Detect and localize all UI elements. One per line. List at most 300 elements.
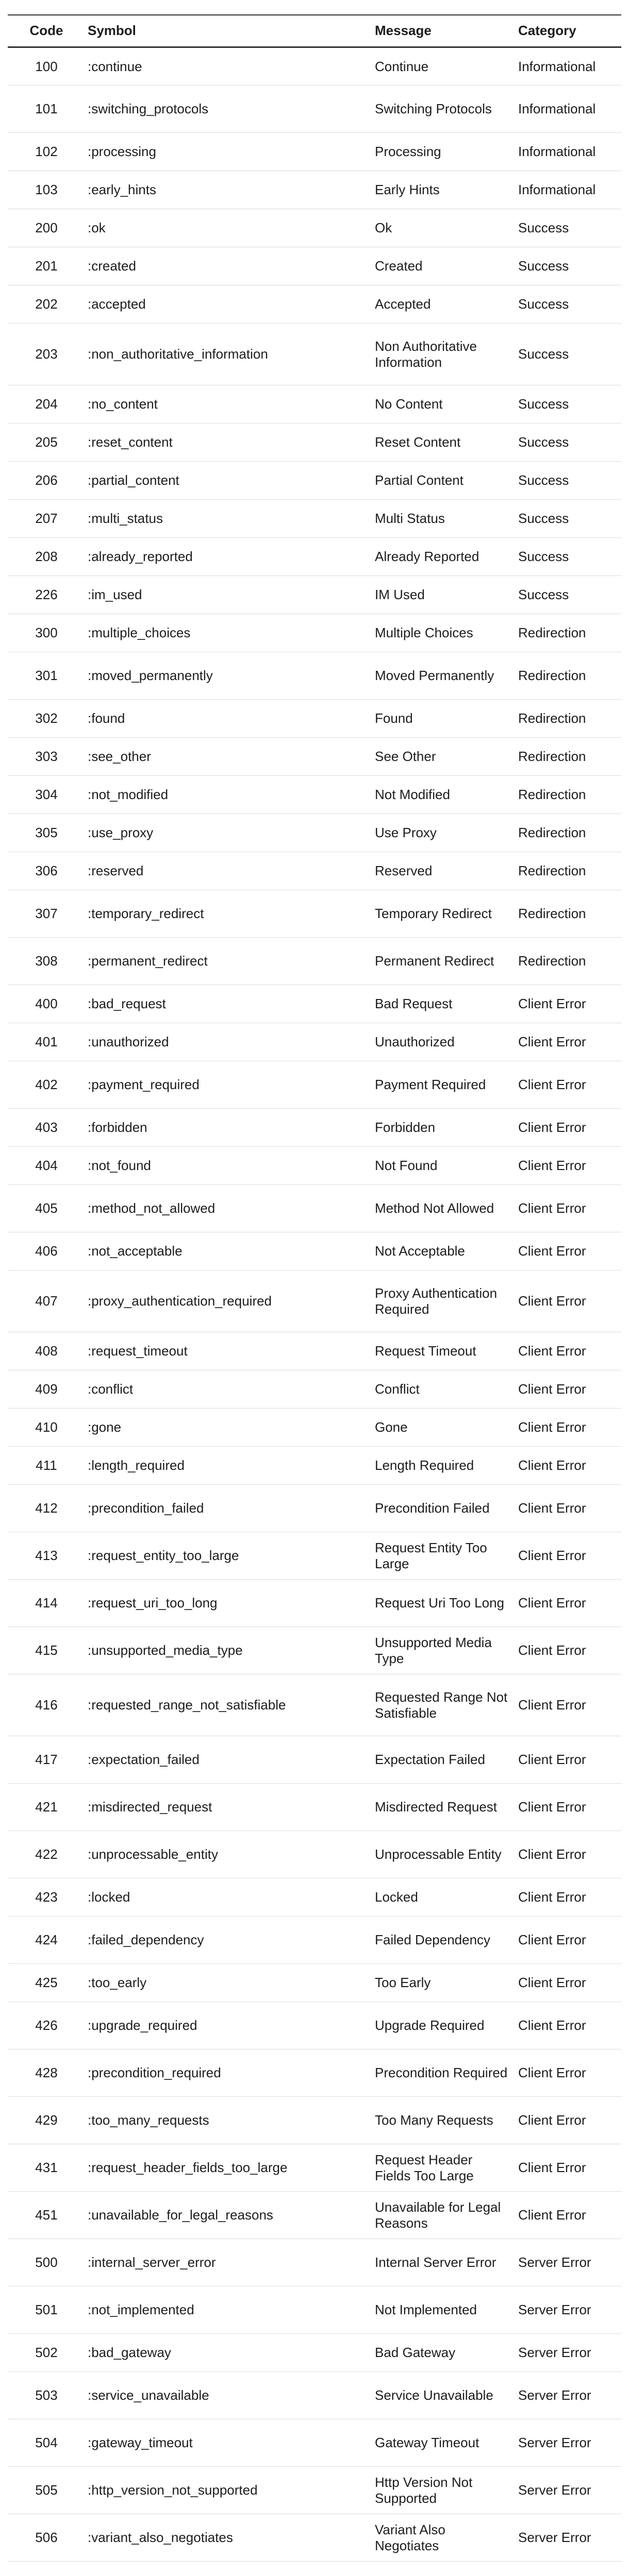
cell-message: Partial Content <box>375 462 518 500</box>
cell-message: Requested Range Not Satisfiable <box>375 1674 518 1736</box>
cell-category: Success <box>518 423 621 462</box>
cell-code: 414 <box>8 1580 85 1627</box>
cell-message: Bad Gateway <box>375 2334 518 2372</box>
cell-symbol: :not_found <box>85 1147 375 1185</box>
cell-message: No Content <box>375 385 518 423</box>
cell-category: Client Error <box>518 1370 621 1409</box>
cell-message: Unprocessable Entity <box>375 1831 518 1878</box>
cell-message: Request Uri Too Long <box>375 1580 518 1627</box>
cell-message: Service Unavailable <box>375 2372 518 2419</box>
cell-message: Use Proxy <box>375 814 518 852</box>
cell-symbol: :non_authoritative_information <box>85 324 375 385</box>
table-row <box>8 1674 621 1736</box>
cell-category: Success <box>518 538 621 576</box>
cell-code: 506 <box>8 2514 85 2562</box>
cell-category: Server Error <box>518 2334 621 2372</box>
table-row <box>8 1485 621 1532</box>
cell-code: 431 <box>8 2144 85 2192</box>
cell-category: Server Error <box>518 2419 621 2467</box>
cell-code: 226 <box>8 576 85 614</box>
cell-code: 423 <box>8 1878 85 1917</box>
table-row <box>8 700 621 738</box>
table-row <box>8 576 621 614</box>
header-symbol[interactable]: Symbol <box>85 14 375 47</box>
cell-category: Server Error <box>518 2514 621 2562</box>
cell-symbol: :found <box>85 700 375 738</box>
table-row <box>8 852 621 890</box>
cell-category: Client Error <box>518 1580 621 1627</box>
cell-message: Payment Required <box>375 1061 518 1109</box>
table-row <box>8 1109 621 1147</box>
cell-code: 413 <box>8 1532 85 1580</box>
cell-category: Redirection <box>518 776 621 814</box>
table-row <box>8 2334 621 2372</box>
cell-symbol: :bad_request <box>85 985 375 1023</box>
table-row <box>8 1232 621 1270</box>
cell-category: Client Error <box>518 1532 621 1580</box>
cell-message: Conflict <box>375 1370 518 1409</box>
cell-category: Client Error <box>518 1917 621 1964</box>
cell-category: Success <box>518 324 621 385</box>
cell-symbol: :forbidden <box>85 1109 375 1147</box>
table-row <box>8 2239 621 2286</box>
cell-message: Continue <box>375 47 518 86</box>
cell-symbol: :continue <box>85 47 375 86</box>
cell-message: Multiple Choices <box>375 614 518 652</box>
cell-code: 417 <box>8 1736 85 1784</box>
cell-category: Client Error <box>518 1185 621 1232</box>
cell-code: 451 <box>8 2192 85 2239</box>
cell-symbol: :length_required <box>85 1447 375 1485</box>
cell-symbol: :multi_status <box>85 500 375 538</box>
cell-code: 411 <box>8 1447 85 1485</box>
cell-symbol: :precondition_required <box>85 2049 375 2097</box>
table-row <box>8 2419 621 2467</box>
cell-code: 410 <box>8 1409 85 1447</box>
cell-category: Success <box>518 209 621 247</box>
table-row <box>8 1878 621 1917</box>
cell-code: 100 <box>8 47 85 86</box>
cell-category: Client Error <box>518 1784 621 1831</box>
cell-symbol: :processing <box>85 133 375 171</box>
cell-code: 101 <box>8 86 85 133</box>
cell-category: Client Error <box>518 1627 621 1674</box>
cell-category: Client Error <box>518 1485 621 1532</box>
cell-message: Precondition Failed <box>375 1485 518 1532</box>
cell-category: Server Error <box>518 2239 621 2286</box>
cell-category: Client Error <box>518 2002 621 2049</box>
cell-code: 403 <box>8 1109 85 1147</box>
table-row <box>8 1627 621 1674</box>
table-row <box>8 247 621 285</box>
cell-message: Reserved <box>375 852 518 890</box>
cell-symbol: :permanent_redirect <box>85 938 375 985</box>
table-body <box>8 47 621 2576</box>
cell-category: Client Error <box>518 2192 621 2239</box>
cell-code: 502 <box>8 2334 85 2372</box>
cell-symbol: :ok <box>85 209 375 247</box>
cell-code: 504 <box>8 2419 85 2467</box>
cell-symbol: :im_used <box>85 576 375 614</box>
cell-symbol: :request_timeout <box>85 1332 375 1370</box>
cell-symbol: :not_modified <box>85 776 375 814</box>
cell-code: 304 <box>8 776 85 814</box>
table-row <box>8 2467 621 2514</box>
cell-category: Informational <box>518 86 621 133</box>
cell-message: Non Authoritative Information <box>375 324 518 385</box>
cell-category: Redirection <box>518 852 621 890</box>
table-row <box>8 171 621 209</box>
table-header <box>8 14 621 47</box>
cell-symbol: :payment_required <box>85 1061 375 1109</box>
cell-message: Upgrade Required <box>375 2002 518 2049</box>
cell-message: Length Required <box>375 1447 518 1485</box>
cell-category: Success <box>518 247 621 285</box>
cell-category: Client Error <box>518 2049 621 2097</box>
cell-code: 405 <box>8 1185 85 1232</box>
cell-category: Client Error <box>518 1232 621 1270</box>
table-row <box>8 890 621 938</box>
cell-symbol: :request_entity_too_large <box>85 1532 375 1580</box>
cell-code: 408 <box>8 1332 85 1370</box>
cell-symbol: :upgrade_required <box>85 2002 375 2049</box>
cell-symbol: :multiple_choices <box>85 614 375 652</box>
cell-category: Client Error <box>518 1878 621 1917</box>
cell-symbol: :no_content <box>85 385 375 423</box>
cell-category: Server Error <box>518 2372 621 2419</box>
cell-code: 203 <box>8 324 85 385</box>
cell-message: Request Timeout <box>375 1332 518 1370</box>
cell-category: Client Error <box>518 1109 621 1147</box>
cell-symbol: :moved_permanently <box>85 652 375 700</box>
header-message[interactable]: Message <box>375 14 518 47</box>
cell-code: 400 <box>8 985 85 1023</box>
table-row <box>8 2144 621 2192</box>
cell-category: Server Error <box>518 2286 621 2334</box>
cell-symbol: :gateway_timeout <box>85 2419 375 2467</box>
table-row <box>8 1370 621 1409</box>
cell-message: Proxy Authentication Required <box>375 1270 518 1332</box>
cell-message: Permanent Redirect <box>375 938 518 985</box>
cell-category: Client Error <box>518 1270 621 1332</box>
cell-code: 308 <box>8 938 85 985</box>
table-row <box>8 2192 621 2239</box>
cell-message: Expectation Failed <box>375 1736 518 1784</box>
cell-category: Server Error <box>518 2467 621 2514</box>
table-row <box>8 1784 621 1831</box>
cell-symbol: :early_hints <box>85 171 375 209</box>
cell-symbol: :too_early <box>85 1964 375 2002</box>
cell-symbol: :switching_protocols <box>85 86 375 133</box>
cell-code: 202 <box>8 285 85 324</box>
cell-message: Not Found <box>375 1147 518 1185</box>
cell-message: Too Early <box>375 1964 518 2002</box>
cell-symbol: :misdirected_request <box>85 1784 375 1831</box>
table-row <box>8 652 621 700</box>
table-row <box>8 2562 621 2576</box>
cell-category: Client Error <box>518 1736 621 1784</box>
table-row <box>8 2049 621 2097</box>
cell-symbol: :partial_content <box>85 462 375 500</box>
table-row <box>8 1332 621 1370</box>
table-row <box>8 614 621 652</box>
cell-message <box>375 2562 518 2576</box>
table-row <box>8 133 621 171</box>
table-row <box>8 86 621 133</box>
table-row <box>8 2372 621 2419</box>
table-row <box>8 1447 621 1485</box>
status-code-table-container <box>8 14 621 2576</box>
cell-message: Too Many Requests <box>375 2097 518 2144</box>
cell-code: 501 <box>8 2286 85 2334</box>
cell-category: Redirection <box>518 700 621 738</box>
cell-message: Gone <box>375 1409 518 1447</box>
cell-symbol: :already_reported <box>85 538 375 576</box>
cell-message: Variant Also Negotiates <box>375 2514 518 2562</box>
cell-symbol: :method_not_allowed <box>85 1185 375 1232</box>
cell-message: See Other <box>375 738 518 776</box>
table-row <box>8 1147 621 1185</box>
cell-symbol: :unauthorized <box>85 1023 375 1061</box>
table-row <box>8 209 621 247</box>
cell-code: 103 <box>8 171 85 209</box>
cell-category: Redirection <box>518 890 621 938</box>
cell-message: Switching Protocols <box>375 86 518 133</box>
cell-message: IM Used <box>375 576 518 614</box>
cell-code: 205 <box>8 423 85 462</box>
cell-category <box>518 2562 621 2576</box>
cell-category: Client Error <box>518 985 621 1023</box>
cell-message: Unauthorized <box>375 1023 518 1061</box>
cell-category: Success <box>518 462 621 500</box>
table-row <box>8 2097 621 2144</box>
table-row <box>8 814 621 852</box>
cell-code: 407 <box>8 1270 85 1332</box>
cell-category: Client Error <box>518 1147 621 1185</box>
cell-message: Internal Server Error <box>375 2239 518 2286</box>
cell-symbol <box>85 2562 375 2576</box>
cell-code: 303 <box>8 738 85 776</box>
cell-symbol: :requested_range_not_satisfiable <box>85 1674 375 1736</box>
cell-message: Forbidden <box>375 1109 518 1147</box>
table-row <box>8 1185 621 1232</box>
cell-message: Not Modified <box>375 776 518 814</box>
cell-message: Created <box>375 247 518 285</box>
cell-category: Client Error <box>518 2097 621 2144</box>
cell-symbol: :reset_content <box>85 423 375 462</box>
cell-code: 422 <box>8 1831 85 1878</box>
table-row <box>8 500 621 538</box>
cell-message: Moved Permanently <box>375 652 518 700</box>
table-row <box>8 1409 621 1447</box>
cell-category: Client Error <box>518 1023 621 1061</box>
cell-message: Http Version Not Supported <box>375 2467 518 2514</box>
cell-category: Client Error <box>518 1409 621 1447</box>
cell-category: Client Error <box>518 1332 621 1370</box>
cell-symbol: :gone <box>85 1409 375 1447</box>
cell-message: Locked <box>375 1878 518 1917</box>
cell-code: 500 <box>8 2239 85 2286</box>
table-row <box>8 2286 621 2334</box>
cell-message: Early Hints <box>375 171 518 209</box>
cell-code: 401 <box>8 1023 85 1061</box>
cell-symbol: :expectation_failed <box>85 1736 375 1784</box>
cell-symbol: :variant_also_negotiates <box>85 2514 375 2562</box>
table-row <box>8 538 621 576</box>
cell-symbol: :unsupported_media_type <box>85 1627 375 1674</box>
cell-category: Redirection <box>518 814 621 852</box>
table-row <box>8 1270 621 1332</box>
cell-code: 204 <box>8 385 85 423</box>
cell-message: Bad Request <box>375 985 518 1023</box>
cell-symbol: :unprocessable_entity <box>85 1831 375 1878</box>
cell-code: 428 <box>8 2049 85 2097</box>
cell-code: 305 <box>8 814 85 852</box>
cell-code: 503 <box>8 2372 85 2419</box>
cell-code: 404 <box>8 1147 85 1185</box>
table-row <box>8 1580 621 1627</box>
cell-symbol: :failed_dependency <box>85 1917 375 1964</box>
cell-message: Unavailable for Legal Reasons <box>375 2192 518 2239</box>
cell-category: Informational <box>518 133 621 171</box>
cell-symbol: :proxy_authentication_required <box>85 1270 375 1332</box>
cell-category: Informational <box>518 171 621 209</box>
cell-code: 421 <box>8 1784 85 1831</box>
cell-category: Success <box>518 385 621 423</box>
cell-category: Redirection <box>518 738 621 776</box>
table-row <box>8 1061 621 1109</box>
table-row <box>8 1917 621 1964</box>
cell-category: Client Error <box>518 1447 621 1485</box>
cell-message: Ok <box>375 209 518 247</box>
table-row <box>8 738 621 776</box>
cell-symbol: :locked <box>85 1878 375 1917</box>
cell-code: 409 <box>8 1370 85 1409</box>
cell-message: Already Reported <box>375 538 518 576</box>
cell-code: 415 <box>8 1627 85 1674</box>
table-row <box>8 462 621 500</box>
cell-category: Informational <box>518 47 621 86</box>
cell-code: 208 <box>8 538 85 576</box>
cell-code: 406 <box>8 1232 85 1270</box>
cell-category: Client Error <box>518 1964 621 2002</box>
cell-message: Misdirected Request <box>375 1784 518 1831</box>
cell-symbol: :not_acceptable <box>85 1232 375 1270</box>
cell-code: 426 <box>8 2002 85 2049</box>
cell-message: Multi Status <box>375 500 518 538</box>
table-row <box>8 2002 621 2049</box>
table-row <box>8 1023 621 1061</box>
cell-symbol: :precondition_failed <box>85 1485 375 1532</box>
cell-category: Success <box>518 500 621 538</box>
cell-category: Success <box>518 285 621 324</box>
status-code-table <box>8 14 621 2576</box>
cell-symbol: :bad_gateway <box>85 2334 375 2372</box>
table-row <box>8 1831 621 1878</box>
cell-message: Request Entity Too Large <box>375 1532 518 1580</box>
table-row <box>8 985 621 1023</box>
cell-code: 102 <box>8 133 85 171</box>
cell-message: Not Acceptable <box>375 1232 518 1270</box>
cell-category: Client Error <box>518 1831 621 1878</box>
cell-message: Not Implemented <box>375 2286 518 2334</box>
header-category[interactable]: Category <box>518 14 621 47</box>
cell-code: 412 <box>8 1485 85 1532</box>
cell-message: Precondition Required <box>375 2049 518 2097</box>
table-row <box>8 285 621 324</box>
cell-message: Reset Content <box>375 423 518 462</box>
cell-code: 207 <box>8 500 85 538</box>
table-row <box>8 47 621 86</box>
cell-symbol: :http_version_not_supported <box>85 2467 375 2514</box>
cell-code: 302 <box>8 700 85 738</box>
cell-message: Unsupported Media Type <box>375 1627 518 1674</box>
cell-symbol: :request_header_fields_too_large <box>85 2144 375 2192</box>
cell-symbol: :unavailable_for_legal_reasons <box>85 2192 375 2239</box>
cell-code: 201 <box>8 247 85 285</box>
cell-code: 200 <box>8 209 85 247</box>
cell-message: Temporary Redirect <box>375 890 518 938</box>
cell-symbol: :temporary_redirect <box>85 890 375 938</box>
cell-category: Client Error <box>518 1061 621 1109</box>
cell-code: 429 <box>8 2097 85 2144</box>
cell-category: Client Error <box>518 2144 621 2192</box>
table-row <box>8 1532 621 1580</box>
cell-message: Processing <box>375 133 518 171</box>
cell-symbol: :reserved <box>85 852 375 890</box>
table-row <box>8 938 621 985</box>
table-row <box>8 776 621 814</box>
cell-category: Redirection <box>518 614 621 652</box>
table-row <box>8 1736 621 1784</box>
header-code[interactable]: Code <box>8 14 85 47</box>
cell-category: Success <box>518 576 621 614</box>
cell-message: Accepted <box>375 285 518 324</box>
cell-code: 402 <box>8 1061 85 1109</box>
cell-symbol: :accepted <box>85 285 375 324</box>
cell-code: 307 <box>8 890 85 938</box>
cell-code: 416 <box>8 1674 85 1736</box>
cell-symbol: :internal_server_error <box>85 2239 375 2286</box>
cell-code: 505 <box>8 2467 85 2514</box>
cell-code <box>8 2562 85 2576</box>
cell-message: Failed Dependency <box>375 1917 518 1964</box>
cell-message: Gateway Timeout <box>375 2419 518 2467</box>
table-row <box>8 324 621 385</box>
cell-symbol: :service_unavailable <box>85 2372 375 2419</box>
cell-symbol: :created <box>85 247 375 285</box>
cell-symbol: :request_uri_too_long <box>85 1580 375 1627</box>
cell-code: 300 <box>8 614 85 652</box>
table-row <box>8 1964 621 2002</box>
cell-symbol: :see_other <box>85 738 375 776</box>
cell-symbol: :conflict <box>85 1370 375 1409</box>
cell-symbol: :not_implemented <box>85 2286 375 2334</box>
cell-message: Found <box>375 700 518 738</box>
cell-symbol: :too_many_requests <box>85 2097 375 2144</box>
cell-code: 306 <box>8 852 85 890</box>
cell-message: Method Not Allowed <box>375 1185 518 1232</box>
table-row <box>8 423 621 462</box>
cell-category: Redirection <box>518 652 621 700</box>
table-row <box>8 385 621 423</box>
cell-code: 206 <box>8 462 85 500</box>
header-row <box>8 14 621 47</box>
cell-symbol: :use_proxy <box>85 814 375 852</box>
cell-category: Redirection <box>518 938 621 985</box>
cell-message: Request Header Fields Too Large <box>375 2144 518 2192</box>
cell-code: 301 <box>8 652 85 700</box>
